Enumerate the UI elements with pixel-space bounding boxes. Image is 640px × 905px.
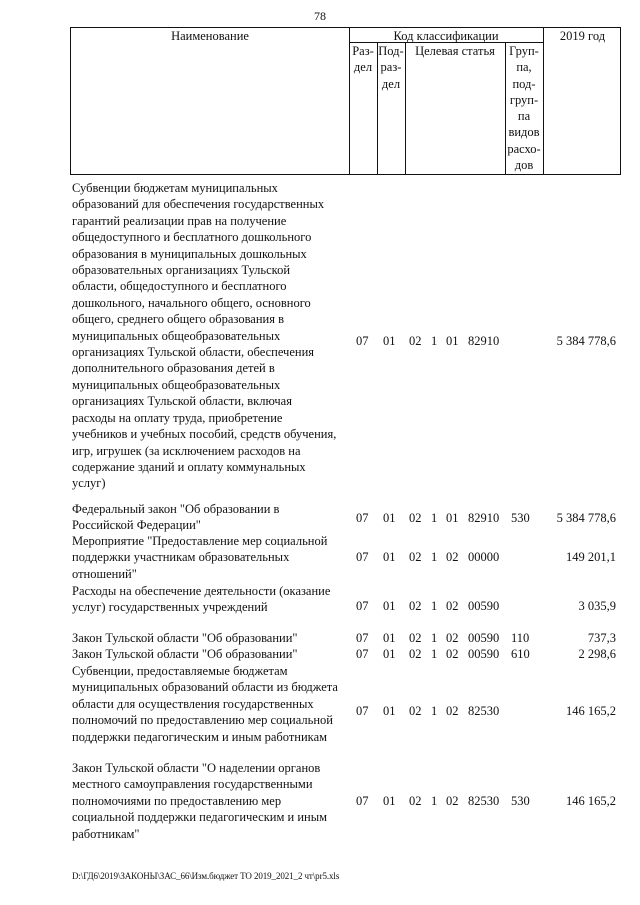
- row-target-subprogram: 1: [431, 704, 438, 718]
- row-amount: 5 384 778,6: [556, 511, 616, 525]
- header-classification-code: Код классификации: [393, 29, 499, 43]
- row-subsection: 01: [383, 631, 396, 645]
- header-subsection-line: раз-: [380, 60, 402, 75]
- row-target-subprogram: 1: [431, 511, 438, 525]
- row-target-direction: 00590: [468, 631, 500, 645]
- row-section: 07: [356, 631, 369, 645]
- row-target-subprogram: 1: [431, 631, 438, 645]
- page-number: 78: [314, 9, 326, 23]
- row-target-event: 02: [446, 550, 459, 564]
- row-subsection: 01: [383, 794, 396, 808]
- row-target-direction: 00000: [468, 550, 500, 564]
- row-amount: 5 384 778,6: [556, 334, 616, 348]
- row-target-event: 01: [446, 511, 459, 525]
- row-name: Расходы на обеспечение деятельности (оказание услуг) государственных учреждений: [72, 584, 331, 615]
- row-name: Субвенции, предоставляемые бюджетам муниципальных образований области из бюджета области для осуществления государственных полномочий по предоставлению мер социальной поддержки педагогическим и иным работникам: [72, 664, 338, 744]
- row-subsection: 01: [383, 704, 396, 718]
- row-target-subprogram: 1: [431, 334, 438, 348]
- row-expense-group: 530: [511, 511, 530, 525]
- row-subsection: 01: [383, 647, 396, 661]
- row-target-program: 02: [409, 647, 422, 661]
- row-target-event: 02: [446, 704, 459, 718]
- row-target-program: 02: [409, 511, 422, 525]
- row-target-direction: 00590: [468, 647, 500, 661]
- row-expense-group: 110: [511, 631, 530, 645]
- row-subsection: 01: [383, 599, 396, 613]
- row-section: 07: [356, 794, 369, 808]
- header-section: [349, 43, 377, 76]
- row-target-direction: 00590: [468, 599, 500, 613]
- row-target-event: 02: [446, 631, 459, 645]
- header-expense-group: [505, 43, 543, 173]
- row-amount: 2 298,6: [578, 647, 616, 661]
- row-target-direction: 82530: [468, 704, 500, 718]
- row-target-program: 02: [409, 599, 422, 613]
- header-expense-group-line: па: [517, 109, 531, 124]
- header-year: 2019 год: [559, 29, 606, 43]
- header-name: Наименование: [171, 29, 249, 43]
- row-name: Мероприятие "Предоставление мер социальной поддержки участникам образовательных отношений": [72, 534, 328, 581]
- row-target-direction: 82530: [468, 794, 500, 808]
- row-target-program: 02: [409, 550, 422, 564]
- row-amount: 146 165,2: [566, 794, 616, 808]
- row-name: Закон Тульской области "О наделении органов местного самоуправления государственными полномочиями по предоставлению мер социальной поддержки педагогическим и иным работникам": [72, 761, 328, 841]
- row-section: 07: [356, 704, 369, 718]
- table-header: [70, 27, 621, 175]
- header-divider: [405, 42, 406, 174]
- header-subsection-line: Под-: [378, 44, 404, 58]
- row-section: 07: [356, 334, 369, 348]
- header-expense-group-line: видов: [508, 125, 540, 140]
- row-target-program: 02: [409, 334, 422, 348]
- header-section-line: дел: [353, 60, 373, 75]
- row-section: 07: [356, 647, 369, 661]
- row-target-event: 02: [446, 599, 459, 613]
- row-expense-group: 610: [511, 647, 530, 661]
- header-expense-group-line: дов: [514, 158, 534, 173]
- header-expense-group-line: под-: [512, 76, 536, 91]
- header-expense-group-line: расхо-: [507, 141, 541, 156]
- row-target-subprogram: 1: [431, 599, 438, 613]
- row-section: 07: [356, 599, 369, 613]
- row-target-event: 02: [446, 794, 459, 808]
- header-target-article: Целевая статья: [415, 44, 495, 58]
- row-amount: 146 165,2: [566, 704, 616, 718]
- row-subsection: 01: [383, 550, 396, 564]
- row-name: Федеральный закон "Об образовании в Российской Федерации": [72, 502, 280, 533]
- header-section-line: Раз-: [352, 44, 374, 58]
- row-target-event: 02: [446, 647, 459, 661]
- row-target-event: 01: [446, 334, 459, 348]
- row-subsection: 01: [383, 511, 396, 525]
- header-expense-group-line: Груп-: [509, 44, 539, 58]
- row-amount: 149 201,1: [566, 550, 616, 564]
- row-target-direction: 82910: [468, 334, 500, 348]
- row-amount: 737,3: [587, 631, 616, 645]
- row-amount: 3 035,9: [578, 599, 616, 613]
- row-name: Закон Тульской области "Об образовании": [72, 631, 298, 645]
- row-name: Закон Тульской области "Об образовании": [72, 647, 298, 661]
- file-path-footer: D:\ГД6\2019\ЗАКОНЫ\ЗАС_66\Изм.бюджет ТО 2019_2021_2 чт\pr5.xls: [72, 871, 340, 881]
- row-name: Субвенции бюджетам муниципальных образований для обеспечения государственных гарантий реализации прав на получение общедоступного и бесплатного дошкольного образования в муниципальных дошкольных образовательных организациях Тульской области, общедоступного и бесплатного дошкольного, начального общего, основного общего, среднего общего образования в муниципальных общеобразовательных организациях Тульской области, обеспечения дополнительного образования детей в муниципальных общеобразовательных организациях Тульской области, включая расходы на оплату труда, приобретение учебников и учебных пособий, средств обучения, игр, игрушек (за исключением расходов на содержание зданий и оплату коммунальных услуг): [72, 181, 337, 491]
- row-target-program: 02: [409, 704, 422, 718]
- header-divider: [543, 28, 544, 174]
- row-target-subprogram: 1: [431, 647, 438, 661]
- row-target-subprogram: 1: [431, 550, 438, 564]
- header-expense-group-line: па,: [516, 60, 532, 75]
- header-subsection-line: дел: [381, 76, 401, 91]
- header-expense-group-line: груп-: [509, 92, 539, 107]
- row-target-subprogram: 1: [431, 794, 438, 808]
- row-expense-group: 530: [511, 794, 530, 808]
- row-target-program: 02: [409, 631, 422, 645]
- row-section: 07: [356, 511, 369, 525]
- header-subsection: [377, 43, 405, 92]
- row-target-direction: 82910: [468, 511, 500, 525]
- row-target-program: 02: [409, 794, 422, 808]
- row-subsection: 01: [383, 334, 396, 348]
- row-section: 07: [356, 550, 369, 564]
